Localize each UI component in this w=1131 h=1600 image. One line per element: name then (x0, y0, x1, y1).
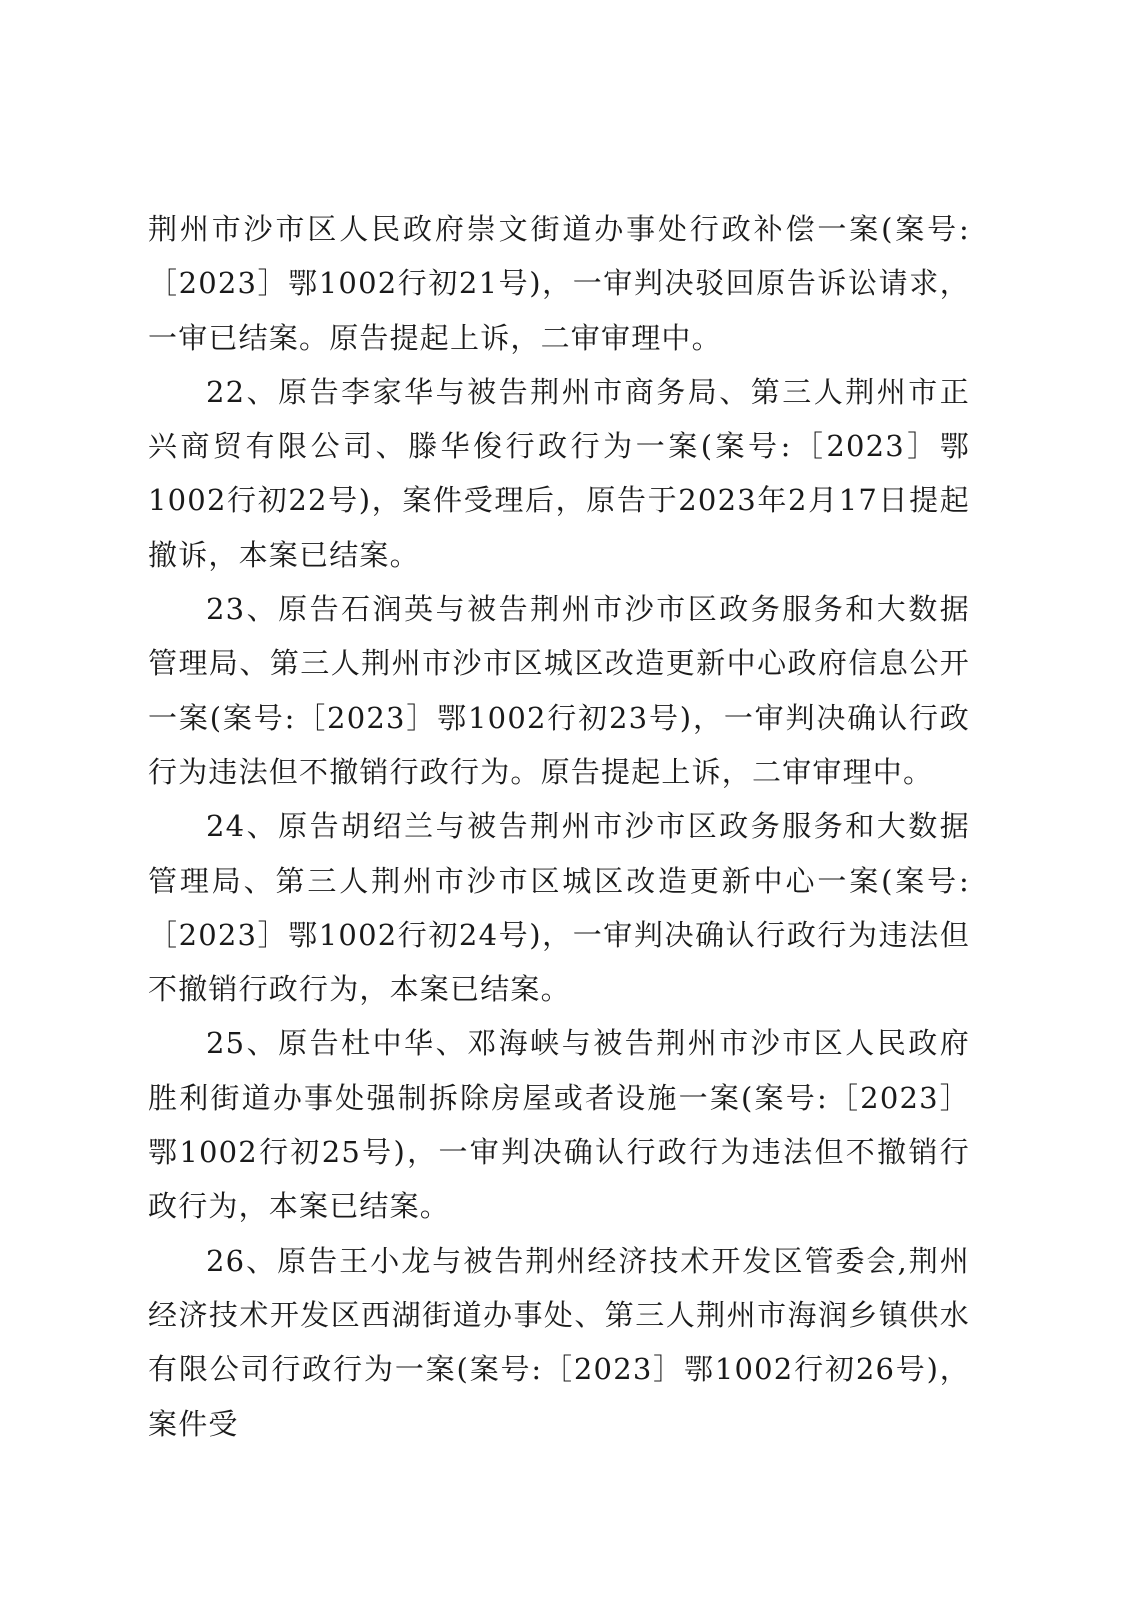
paragraph-case-21-continued: 荆州市沙市区人民政府崇文街道办事处行政补偿一案(案号:［2023］鄂1002行初21号)，一审判决驳回原告诉讼请求，一审已结案。原告提起上诉，二审审理中。 (148, 212, 970, 355)
paragraph-case-24: 24、原告胡绍兰与被告荆州市沙市区政务服务和大数据管理局、第三人荆州市沙市区城区改造更新中心一案(案号:［2023］鄂1002行初24号)，一审判决确认行政行为违法但不撤销行政行为，本案已结案。 (148, 809, 970, 1007)
paragraph-case-26: 26、原告王小龙与被告荆州经济技术开发区管委会,荆州经济技术开发区西湖街道办事处、第三人荆州市海润乡镇供水有限公司行政行为一案(案号:［2023］鄂1002行初26号)，案件受 (148, 1243, 970, 1441)
paragraph-case-23: 23、原告石润英与被告荆州市沙市区政务服务和大数据管理局、第三人荆州市沙市区城区改造更新中心政府信息公开一案(案号:［2023］鄂1002行初23号)，一审判决确认行政行为违法但不撤销行政行为。原告提起上诉，二审审理中。 (148, 592, 970, 789)
paragraph-case-25: 25、原告杜中华、邓海峡与被告荆州市沙市区人民政府胜利街道办事处强制拆除房屋或者设施一案(案号:［2023］鄂1002行初25号)，一审判决确认行政行为违法但不撤销行政行为，本案已结案。 (148, 1026, 970, 1224)
document-body (148, 202, 970, 1451)
paragraph-case-22: 22、原告李家华与被告荆州市商务局、第三人荆州市正兴商贸有限公司、滕华俊行政行为一案(案号:［2023］鄂1002行初22号)，案件受理后，原告于2023年2月17日提起撤诉，本案已结案。 (148, 374, 970, 572)
